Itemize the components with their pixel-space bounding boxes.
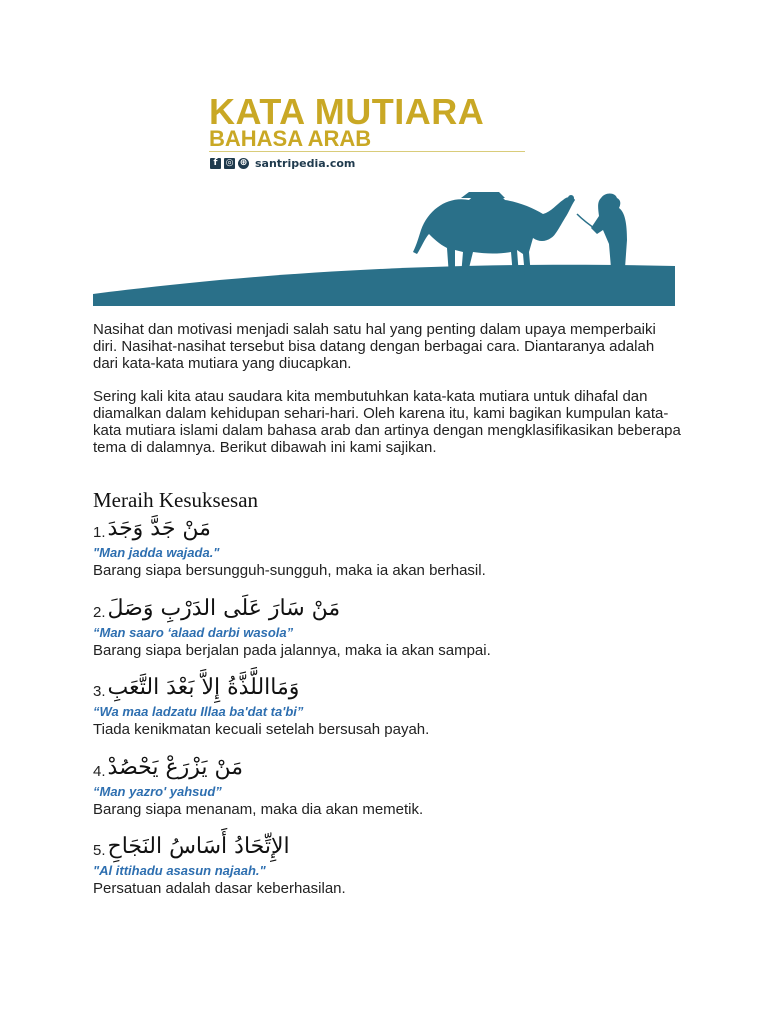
quote-number: 3. xyxy=(93,683,106,700)
translation: Barang siapa menanam, maka dia akan memetik. xyxy=(93,801,424,818)
translation: Tiada kenikmatan kecuali setelah bersusah payah. xyxy=(93,721,430,738)
arabic-quote: مَنْ يَزْرَعْ يَحْصُدْ xyxy=(107,755,243,780)
translation: Barang siapa bersungguh-sungguh, maka ia akan berhasil. xyxy=(93,562,486,579)
arabic-quote: مَنْ سَارَ عَلَى الدَرْبِ وَصَلَ xyxy=(107,596,341,621)
arabic-quote: وَمَااللَّذَّةُ إِلاَّ بَعْدَ التَّعَبِ xyxy=(107,675,300,700)
translation: Barang siapa berjalan pada jalannya, maka ia akan sampai. xyxy=(93,642,491,659)
banner-divider xyxy=(209,151,525,152)
facebook-icon: f xyxy=(210,158,221,169)
instagram-icon: ◎ xyxy=(225,157,234,168)
quote-line xyxy=(93,670,693,702)
quote-entry xyxy=(93,591,693,659)
arabic-quote: مَنْ جَدَّ وَجَدَ xyxy=(107,516,211,541)
banner-subtitle: BAHASA ARAB xyxy=(209,126,372,151)
quote-number: 2. xyxy=(93,604,106,621)
quote-number: 5. xyxy=(93,842,106,859)
banner-title: KATA MUTIARA xyxy=(209,91,485,132)
camel-desert-illustration xyxy=(93,190,675,306)
intro-paragraph-2: Sering kali kita atau saudara kita membutuhkan kata-kata mutiara untuk dihafal dan diamalkan dalam kehidupan sehari-hari. Oleh karena itu, kami bagikan kumpulan kata-kata mutiara islami dalam bahasa arab dan artinya dengan mengklasifikasikan beberapa tema di dalamnya. Berikut dibawah ini kami sajikan. xyxy=(93,388,681,456)
quote-line xyxy=(93,591,693,623)
quote-entry xyxy=(93,670,693,738)
quote-line xyxy=(93,829,693,861)
transliteration: “Man yazro' yahsud” xyxy=(93,784,222,799)
camel-silhouette xyxy=(413,192,575,276)
quote-entry xyxy=(93,750,693,818)
traveler-silhouette xyxy=(577,194,627,269)
arabic-quote: الإِتِّحَادُ أَسَاسُ النَجَاحِ xyxy=(107,834,290,859)
social-links xyxy=(210,156,355,170)
desert-dune xyxy=(93,265,675,306)
transliteration: "Man jadda wajada." xyxy=(93,545,220,560)
transliteration: “Wa maa ladzatu Illaa ba'dat ta'bi” xyxy=(93,704,304,719)
header-banner xyxy=(93,91,675,306)
quote-entry xyxy=(93,511,693,579)
globe-icon: ⊕ xyxy=(239,157,248,168)
quote-line xyxy=(93,511,693,543)
section-heading: Meraih Kesuksesan xyxy=(93,488,259,512)
quote-number: 4. xyxy=(93,763,106,780)
quote-entry xyxy=(93,829,693,897)
intro-paragraph-1: Nasihat dan motivasi menjadi salah satu hal yang penting dalam upaya memperbaiki diri. Nasihat-nasihat tersebut bisa datang dengan berbagai cara. Diantaranya adalah dari kata-kata mutiara yang diucapkan. xyxy=(93,321,656,372)
transliteration: “Man saaro ‘alaad darbi wasola” xyxy=(93,625,294,640)
quote-line xyxy=(93,750,693,782)
transliteration: "Al ittihadu asasun najaah." xyxy=(93,863,266,878)
quote-number: 1. xyxy=(93,524,106,541)
translation: Persatuan adalah dasar keberhasilan. xyxy=(93,880,346,897)
site-url: santripedia.com xyxy=(255,156,356,170)
